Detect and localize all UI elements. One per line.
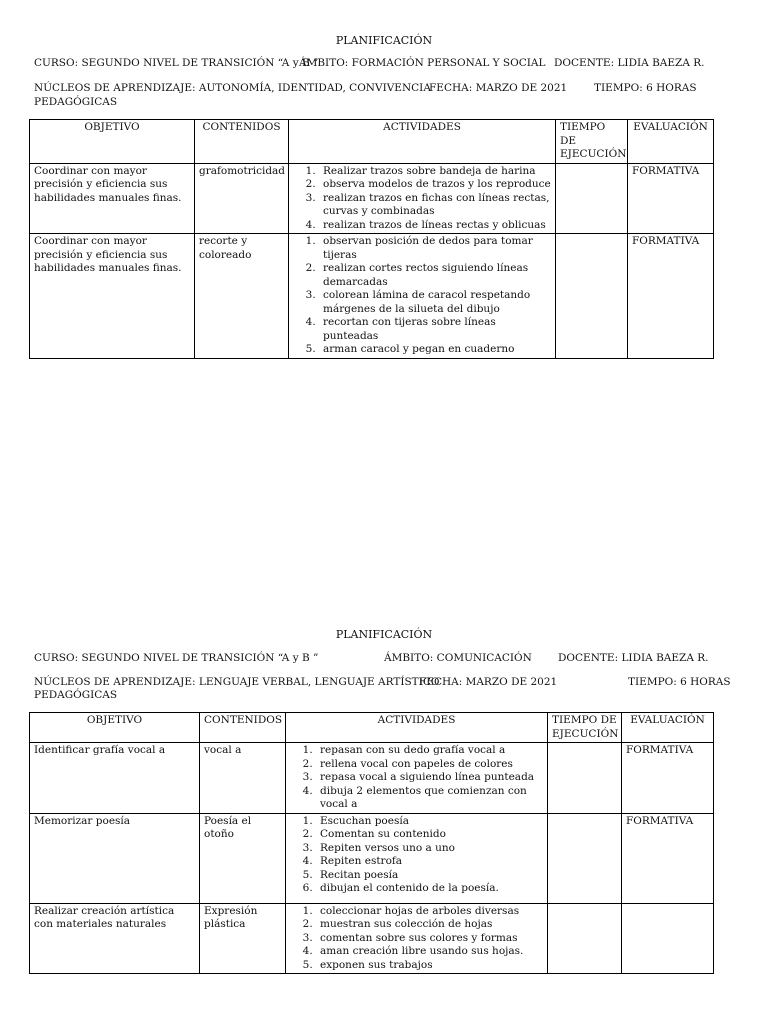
header-objetivo: OBJETIVO xyxy=(30,713,200,743)
table-header-row xyxy=(30,120,714,164)
list-item: 4. Repiten estrofa xyxy=(316,855,543,869)
plan1-table xyxy=(29,119,714,359)
list-item: 1. repasan con su dedo grafía vocal a xyxy=(316,744,543,758)
header-objetivo: OBJETIVO xyxy=(30,120,195,164)
evaluacion-cell: FORMATIVA xyxy=(628,234,714,359)
plan2-ambito: ÁMBITO: COMUNICACIÓN xyxy=(384,652,532,664)
plan2-tiempo-cont: PEDAGÓGICAS xyxy=(34,689,118,701)
header-evaluacion: EVALUACIÓN xyxy=(628,120,714,164)
list-item: 4. aman creación libre usando sus hojas. xyxy=(316,945,543,959)
objetivo-cell: Realizar creación artística con materiales naturales xyxy=(30,903,200,974)
plan1-tiempo: TIEMPO: 6 HORAS xyxy=(594,82,697,94)
list-item: 1. Escuchan poesía xyxy=(316,815,543,829)
plan1-nucleos: NÚCLEOS DE APRENDIZAJE: AUTONOMÍA, IDENTIDAD, CONVIVENCIA xyxy=(34,82,431,94)
evaluacion-cell xyxy=(622,903,714,974)
list-item: 3. realizan trazos en fichas con líneas rectas, curvas y combinadas xyxy=(319,192,551,219)
plan1-fecha: FECHA: MARZO DE 2021 xyxy=(429,82,568,94)
actividades-cell xyxy=(289,234,556,359)
list-item: 2. Comentan su contenido xyxy=(316,828,543,842)
objetivo-cell: Coordinar con mayor precisión y eficiencia sus habilidades manuales finas. xyxy=(30,163,195,234)
actividades-cell xyxy=(289,163,556,234)
header-actividades: ACTIVIDADES xyxy=(289,120,556,164)
list-item: 5. arman caracol y pegan en cuaderno xyxy=(319,343,551,357)
list-item: 3. Repiten versos uno a uno xyxy=(316,842,543,856)
contenidos-cell: recorte y coloreado xyxy=(195,234,289,359)
plan1-curso: CURSO: SEGUNDO NIVEL DE TRANSICIÓN “A y B ” xyxy=(34,57,319,69)
tiempo-cell xyxy=(556,234,628,359)
plan1-tiempo-cont: PEDAGÓGICAS xyxy=(34,96,118,108)
list-item: 2. realizan cortes rectos siguiendo líneas demarcadas xyxy=(319,262,551,289)
actividades-cell xyxy=(286,743,548,814)
list-item: 3. comentan sobre sus colores y formas xyxy=(316,932,543,946)
header-tiempo: TIEMPO DE EJECUCIÓN xyxy=(548,713,622,743)
plan2-tiempo: TIEMPO: 6 HORAS xyxy=(628,676,731,688)
tiempo-cell xyxy=(548,903,622,974)
table-row xyxy=(30,163,714,234)
plan1-title: PLANIFICACIÓN xyxy=(335,34,433,47)
tiempo-cell xyxy=(548,743,622,814)
plan2-curso: CURSO: SEGUNDO NIVEL DE TRANSICIÓN “A y B ” xyxy=(34,652,319,664)
contenidos-cell: Poesía el otoño xyxy=(200,813,286,903)
header-contenidos: CONTENIDOS xyxy=(195,120,289,164)
list-item: 4. dibuja 2 elementos que comienzan con vocal a xyxy=(316,785,543,812)
list-item: 3. repasa vocal a siguiendo línea punteada xyxy=(316,771,543,785)
tiempo-cell xyxy=(548,813,622,903)
header-evaluacion: EVALUACIÓN xyxy=(622,713,714,743)
objetivo-cell: Coordinar con mayor precisión y eficiencia sus habilidades manuales finas. xyxy=(30,234,195,359)
list-item: 6. dibujan el contenido de la poesía. xyxy=(316,882,543,896)
table-row xyxy=(30,813,714,903)
list-item: 2. rellena vocal con papeles de colores xyxy=(316,758,543,772)
list-item: 2. muestran sus colección de hojas xyxy=(316,918,543,932)
list-item: 4. realizan trazos de líneas rectas y oblicuas xyxy=(319,219,551,233)
plan2-nucleos: NÚCLEOS DE APRENDIZAJE: LENGUAJE VERBAL, LENGUAJE ARTÍSTICO xyxy=(34,676,440,688)
table-row xyxy=(30,903,714,974)
tiempo-cell xyxy=(556,163,628,234)
header-tiempo: TIEMPO DE EJECUCIÓN xyxy=(556,120,628,164)
header-contenidos: CONTENIDOS xyxy=(200,713,286,743)
contenidos-cell: Expresión plástica xyxy=(200,903,286,974)
table-header-row xyxy=(30,713,714,743)
list-item: 2. observa modelos de trazos y los reproduce xyxy=(319,178,551,192)
table-row xyxy=(30,234,714,359)
list-item: 1. coleccionar hojas de arboles diversas xyxy=(316,905,543,919)
list-item: 1. observan posición de dedos para tomar tijeras xyxy=(319,235,551,262)
contenidos-cell: grafomotricidad xyxy=(195,163,289,234)
objetivo-cell: Memorizar poesía xyxy=(30,813,200,903)
plan2-title: PLANIFICACIÓN xyxy=(335,628,433,641)
plan2-docente: DOCENTE: LIDIA BAEZA R. xyxy=(558,652,709,664)
table-row xyxy=(30,743,714,814)
actividades-cell xyxy=(286,813,548,903)
contenidos-cell: vocal a xyxy=(200,743,286,814)
list-item: 3. colorean lámina de caracol respetando márgenes de la silueta del dibujo xyxy=(319,289,551,316)
actividades-cell xyxy=(286,903,548,974)
plan2-fecha: FECHA: MARZO DE 2021 xyxy=(419,676,558,688)
plan2-table xyxy=(29,712,714,974)
list-item: 4. recortan con tijeras sobre líneas punteadas xyxy=(319,316,551,343)
objetivo-cell: Identificar grafía vocal a xyxy=(30,743,200,814)
plan1-docente: DOCENTE: LIDIA BAEZA R. xyxy=(554,57,705,69)
evaluacion-cell: FORMATIVA xyxy=(628,163,714,234)
list-item: 1. Realizar trazos sobre bandeja de harina xyxy=(319,165,551,179)
list-item: 5. exponen sus trabajos xyxy=(316,959,543,973)
evaluacion-cell: FORMATIVA xyxy=(622,813,714,903)
list-item: 5. Recitan poesía xyxy=(316,869,543,883)
evaluacion-cell: FORMATIVA xyxy=(622,743,714,814)
plan1-ambito: ÁMBITO: FORMACIÓN PERSONAL Y SOCIAL xyxy=(299,57,546,69)
header-actividades: ACTIVIDADES xyxy=(286,713,548,743)
